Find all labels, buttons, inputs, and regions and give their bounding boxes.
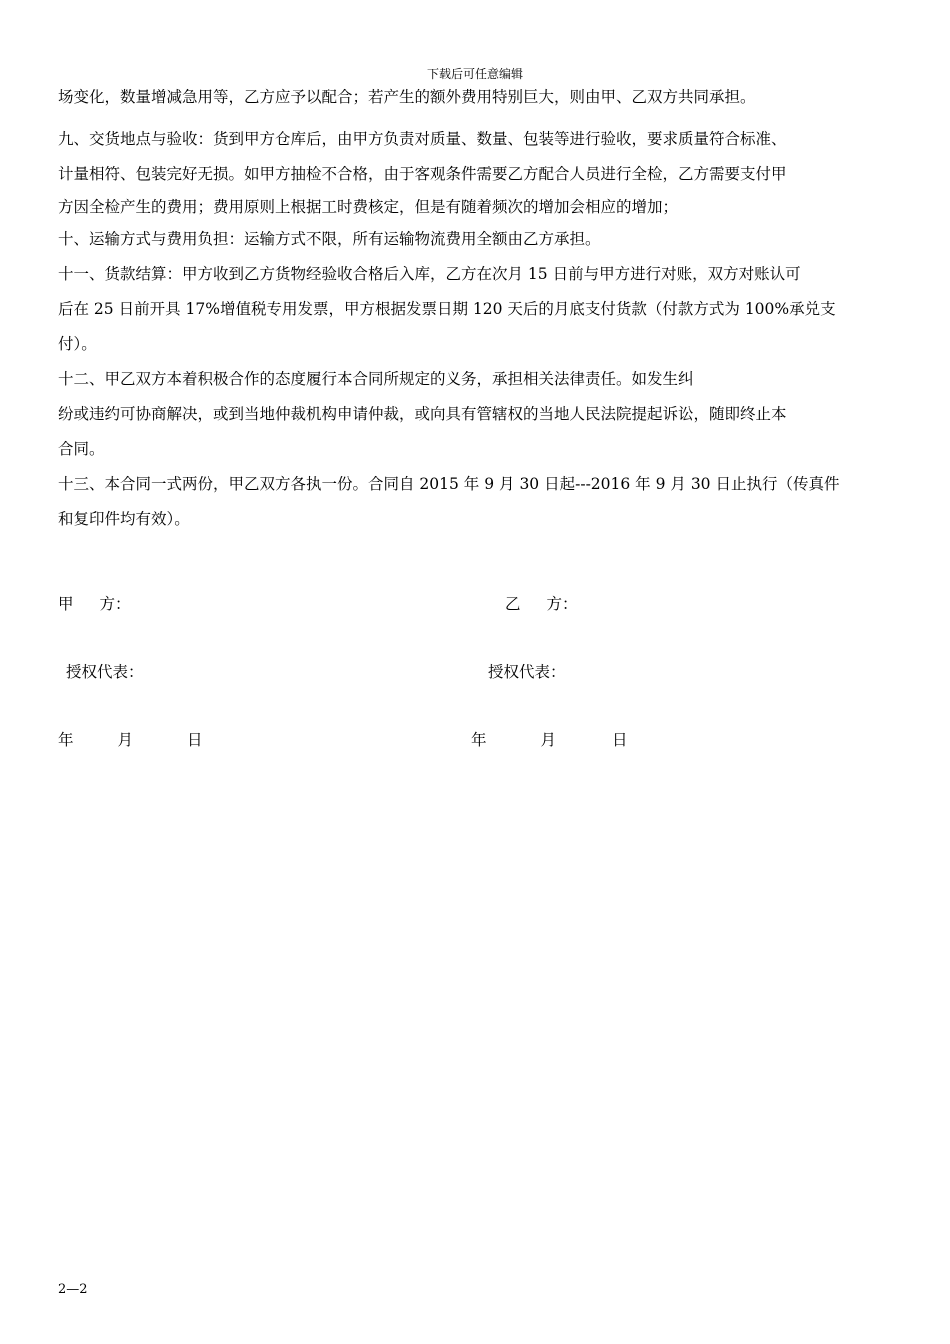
paragraph-line: 十、运输方式与费用负担：运输方式不限，所有运输物流费用全额由乙方承担。 xyxy=(58,230,601,248)
paragraph-line: 十三、本合同一式两份，甲乙双方各执一份。合同自 2015 年 9 月 30 日起---2016 年 9 月 30 日止执行（传真件 xyxy=(58,475,840,493)
page-header: 下载后可任意编辑 xyxy=(426,67,523,81)
paragraph-line: 方因全检产生的费用；费用原则上根据工时费核定，但是有随着频次的增加会相应的增加； xyxy=(58,198,679,216)
paragraph-line: 十一、货款结算：甲方收到乙方货物经验收合格后入库，乙方在次月 15 日前与甲方进行对账，双方对账认可 xyxy=(58,265,801,283)
page-number: 2—2 xyxy=(58,1282,88,1297)
paragraph-line: 付）。 xyxy=(58,335,97,353)
paragraph-line: 和复印件均有效）。 xyxy=(58,510,190,528)
party-b-date: 年 月 日 xyxy=(471,731,628,749)
party-b-label: 乙 方： xyxy=(505,595,578,613)
paragraph-line: 后在 25 日前开具 17%增值税专用发票，甲方根据发票日期 120 天后的月底支付货款（付款方式为 100%承兑支 xyxy=(58,300,836,318)
party-a-label: 甲 方： xyxy=(58,595,131,613)
party-a-representative: 授权代表： xyxy=(66,663,144,681)
paragraph-line: 计量相符、包装完好无损。如甲方抽检不合格，由于客观条件需要乙方配合人员进行全检，乙方需要支付甲 xyxy=(58,165,787,183)
paragraph-line: 十二、甲乙双方本着积极合作的态度履行本合同所规定的义务，承担相关法律责任。如发生纠 xyxy=(58,370,694,388)
paragraph-line: 场变化，数量增减急用等，乙方应予以配合；若产生的额外费用特别巨大，则由甲、乙双方共同承担。 xyxy=(58,88,756,106)
party-b-representative: 授权代表： xyxy=(488,663,566,681)
paragraph-line: 合同。 xyxy=(58,440,105,458)
contract-body xyxy=(58,82,894,537)
paragraph-line: 纷或违约可协商解决，或到当地仲裁机构申请仲裁，或向具有管辖权的当地人民法院提起诉讼，随即终止本 xyxy=(58,405,787,423)
party-a-date: 年 月 日 xyxy=(58,731,203,749)
paragraph-line: 九、交货地点与验收：货到甲方仓库后，由甲方负责对质量、数量、包装等进行验收，要求质量符合标准、 xyxy=(58,130,787,148)
